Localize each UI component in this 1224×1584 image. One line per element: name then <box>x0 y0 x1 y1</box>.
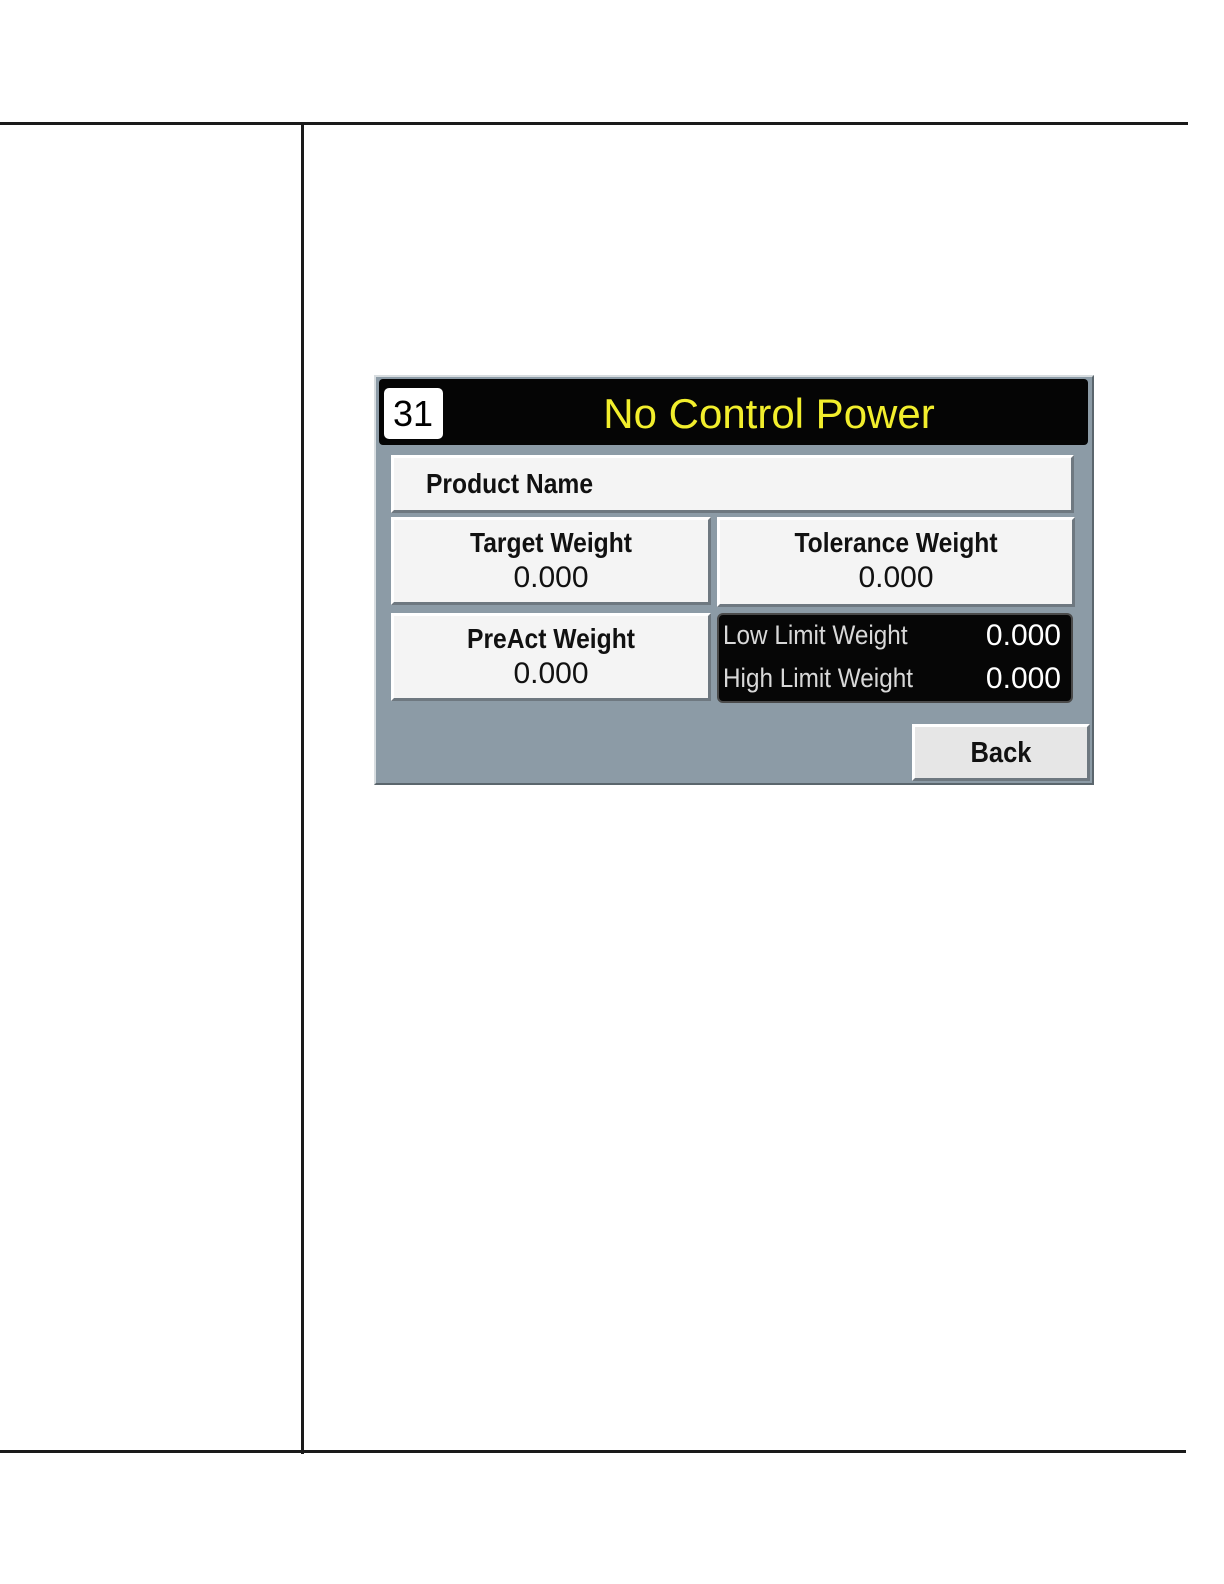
target-weight-button[interactable] <box>391 517 711 605</box>
screen-title: No Control Power <box>603 390 935 437</box>
preact-weight-value: 0.000 <box>513 657 589 690</box>
preact-weight-button[interactable] <box>391 613 711 701</box>
high-limit-weight-label: High Limit Weight <box>723 663 913 693</box>
left-column-divider <box>301 122 304 1454</box>
limit-weights-display <box>717 613 1073 703</box>
back-button[interactable] <box>912 724 1090 781</box>
product-name-button[interactable] <box>391 455 1074 513</box>
target-weight-label: Target Weight <box>469 527 632 558</box>
high-limit-weight-value: 0.000 <box>985 662 1061 695</box>
back-button-label: Back <box>970 737 1032 769</box>
tolerance-weight-button[interactable] <box>717 517 1075 607</box>
product-name-label: Product Name <box>426 468 594 499</box>
low-limit-weight-label: Low Limit Weight <box>723 620 908 650</box>
preact-weight-label: PreAct Weight <box>467 623 635 654</box>
tolerance-weight-value: 0.000 <box>858 561 934 594</box>
target-weight-value: 0.000 <box>513 561 589 594</box>
top-divider-line <box>0 122 1188 125</box>
hmi-screen <box>374 375 1094 785</box>
screen-number: 31 <box>384 388 443 439</box>
low-limit-weight-value: 0.000 <box>985 619 1061 652</box>
bottom-divider-line <box>0 1450 1186 1453</box>
tolerance-weight-label: Tolerance Weight <box>794 527 998 558</box>
screen-header <box>379 379 1088 445</box>
